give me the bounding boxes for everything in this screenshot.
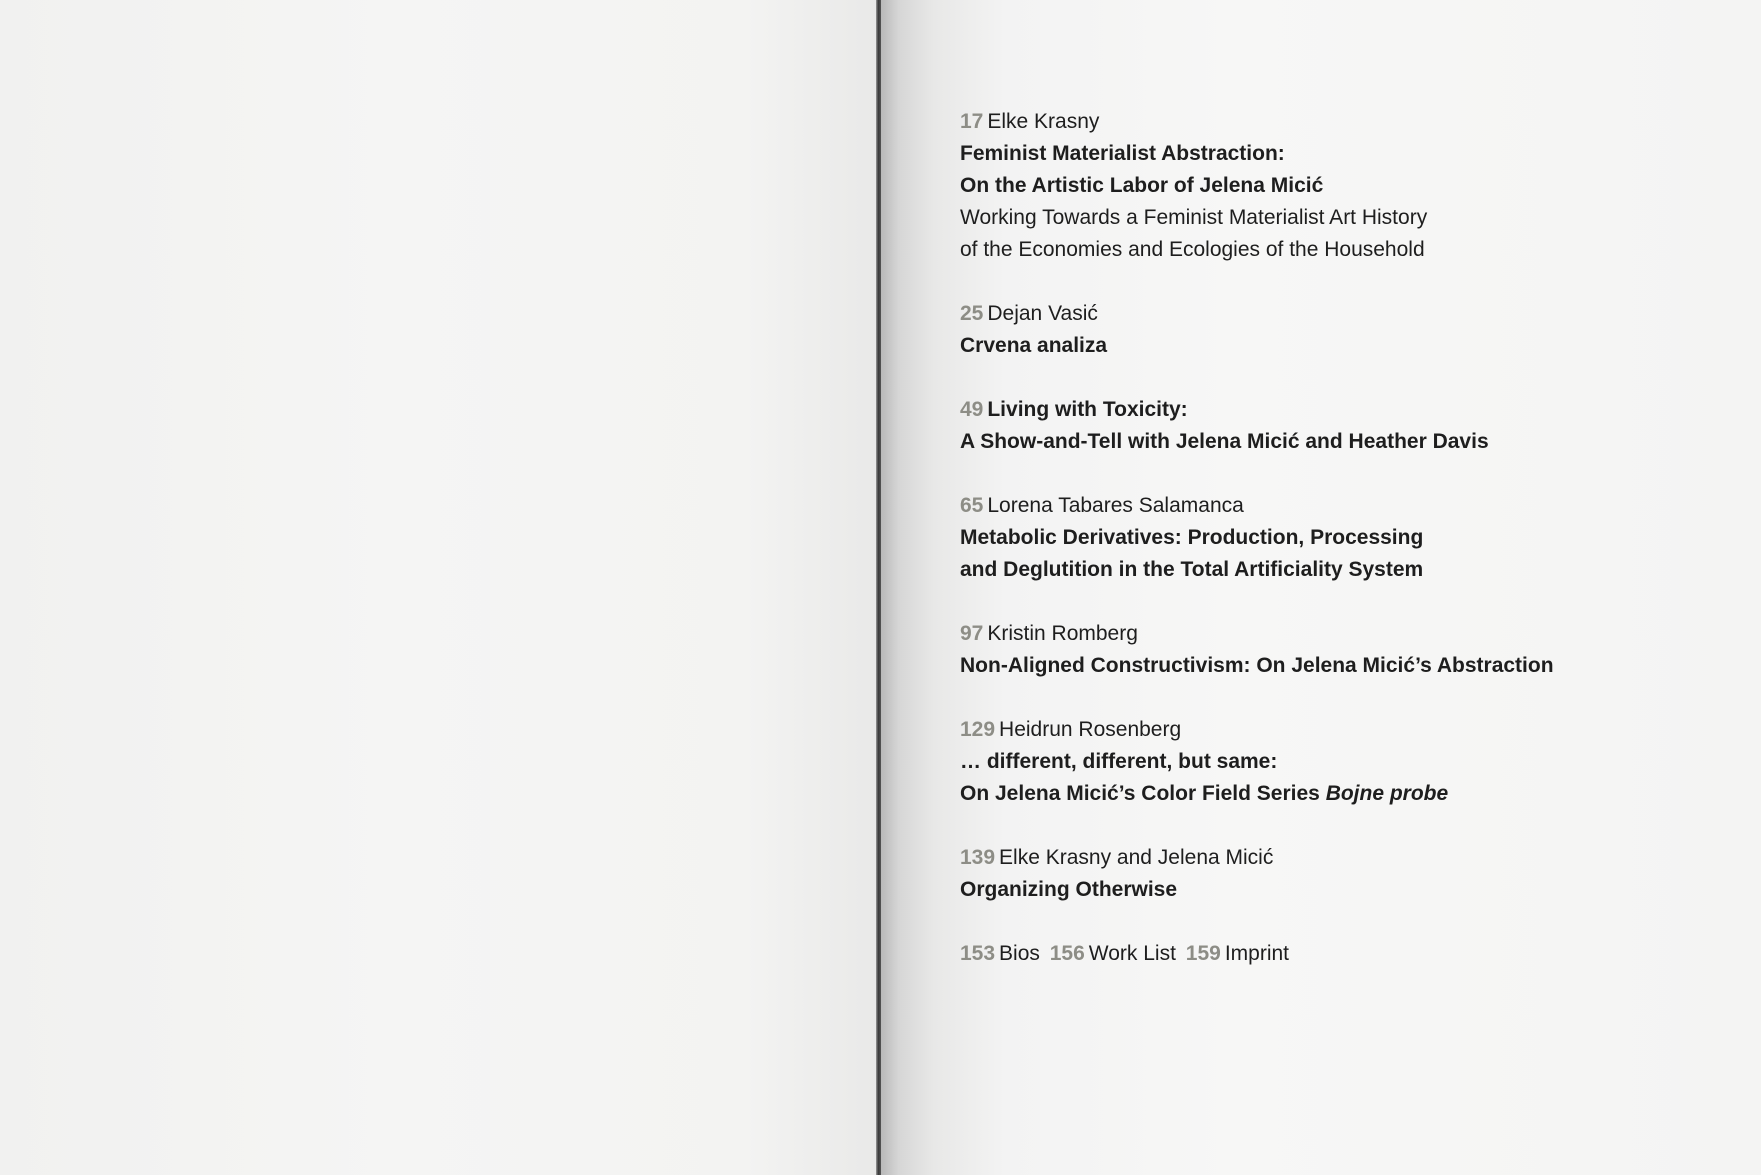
page-number: 156 [1049, 942, 1085, 965]
toc-header-line [960, 490, 1680, 522]
entry-title-line [960, 778, 1680, 810]
toc-header-line [960, 298, 1680, 330]
table-of-contents [960, 106, 1680, 1002]
toc-entry [960, 298, 1680, 362]
entry-title: … different, different, but same: [960, 750, 1278, 773]
page-number: 17 [960, 110, 984, 133]
back-matter-item: Imprint [1224, 942, 1290, 965]
author: Kristin Romberg [987, 622, 1138, 645]
entry-subtitle: Working Towards a Feminist Materialist Art History [960, 206, 1428, 229]
back-matter-item: Work List [1088, 942, 1176, 965]
author: Lorena Tabares Salamanca [987, 494, 1244, 517]
author: Heidrun Rosenberg [999, 718, 1182, 741]
page-number: 25 [960, 302, 984, 325]
toc-header-line [960, 842, 1680, 874]
author: Elke Krasny and Jelena Micić [999, 846, 1274, 869]
series-title: Bojne probe [1325, 782, 1449, 805]
toc-entry [960, 842, 1680, 906]
page-number: 129 [960, 718, 996, 741]
entry-subtitle: of the Economies and Ecologies of the Household [960, 238, 1425, 261]
author: Elke Krasny [987, 110, 1100, 133]
toc-entry [960, 714, 1680, 810]
page-number: 65 [960, 494, 984, 517]
entry-title: On Jelena Micić’s Color Field Series [960, 782, 1326, 805]
toc-entry [960, 106, 1680, 266]
page-number: 139 [960, 846, 996, 869]
entry-title: Feminist Materialist Abstraction: [960, 142, 1285, 165]
toc-header-line [960, 714, 1680, 746]
toc-entry [960, 618, 1680, 682]
entry-title: Non-Aligned Constructivism: On Jelena Micić’s Abstraction [960, 654, 1554, 677]
entry-title: Metabolic Derivatives: Production, Processing [960, 526, 1424, 549]
back-matter-line [960, 938, 1680, 970]
entry-title: Crvena analiza [960, 334, 1108, 357]
toc-entry [960, 490, 1680, 586]
toc-header-line [960, 394, 1680, 426]
entry-title: A Show-and-Tell with Jelena Micić and Heather Davis [960, 430, 1489, 453]
entry-title: and Deglutition in the Total Artificiality System [960, 558, 1424, 581]
toc-entry [960, 394, 1680, 458]
entry-title: Organizing Otherwise [960, 878, 1178, 901]
back-matter-item: Bios [999, 942, 1040, 965]
toc-header-line [960, 106, 1680, 138]
toc-header-line [960, 618, 1680, 650]
left-page [0, 0, 878, 1175]
author: Dejan Vasić [987, 302, 1098, 325]
page-number: 97 [960, 622, 984, 645]
entry-title: On the Artistic Labor of Jelena Micić [960, 174, 1324, 197]
back-matter [960, 938, 1680, 970]
entry-title: Living with Toxicity: [987, 398, 1188, 421]
page-number: 153 [960, 942, 996, 965]
page-number: 159 [1185, 942, 1221, 965]
page-number: 49 [960, 398, 984, 421]
